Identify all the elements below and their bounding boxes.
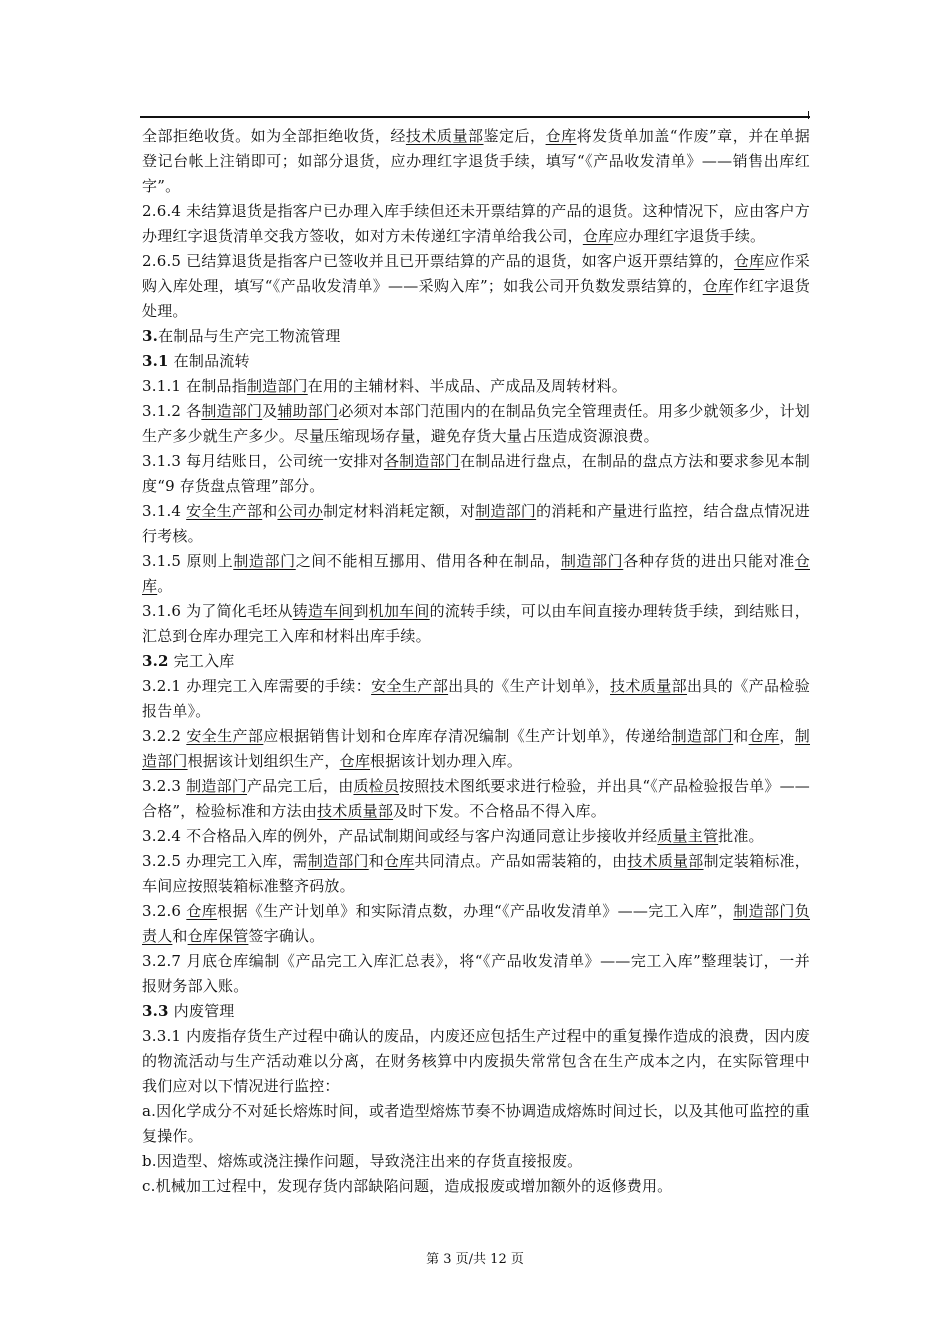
paragraph-2-6-3-cont: 全部拒绝收货。如为全部拒绝收货，经技术质量部鉴定后，仓库将发货单加盖“作废”章，并在单据登记台帐上注销即可；如部分退货，应办理红字退货手续，填写“《产品收发清单》——销售出库红字”。 xyxy=(142,127,810,195)
link-term: 技术质量部 xyxy=(317,802,394,820)
link-term: 仓库 xyxy=(733,252,765,270)
link-term: 制造部门 xyxy=(186,777,247,795)
link-term: 各制造部门 xyxy=(383,452,461,470)
paragraph-3-1-4: 3.1.4 安全生产部和公司办制定材料消耗定额，对制造部门的消耗和产量进行监控，结合盘点情况进行考核。 xyxy=(142,502,810,545)
header-rule-tick xyxy=(808,111,809,119)
link-term: 制造部门 xyxy=(307,852,369,870)
paragraph-3-2-3: 3.2.3 制造部门产品完工后，由质检员按照技术图纸要求进行检验，并出具“《产品检验报告单》——合格”，检验标准和方法由技术质量部及时下发。不合格品不得入库。 xyxy=(142,777,810,820)
link-term: 辅助部门 xyxy=(277,402,339,420)
paragraph-3-2-7: 3.2.7 月底仓库编制《产品完工入库汇总表》，将“《产品收发清单》——完工入库”整理装订，一并报财务部入账。 xyxy=(142,952,810,995)
paragraph-3-1-1: 3.1.1 在制品指制造部门在用的主辅材料、半成品、产成品及周转材料。 xyxy=(142,377,627,395)
list-item-b: b.因造型、熔炼或浇注操作问题，导致浇注出来的存货直接报废。 xyxy=(142,1152,583,1170)
page-number: 第 3 页/共 12 页 xyxy=(426,1252,524,1267)
paragraph-2-6-4: 2.6.4 未结算退货是指客户已办理入库手续但还未开票结算的产品的退货。这种情况下，应由客户方办理红字退货清单交我方签收，如对方未传递红字清单给我公司，仓库应办理红字退货手续。 xyxy=(142,202,810,245)
link-term: 安全生产部 xyxy=(186,502,263,520)
paragraph-3-1-2: 3.1.2 各制造部门及辅助部门必须对本部门范围内的在制品负完全管理责任。用多少就领多少，计划生产多少就生产多少。尽量压缩现场存量，避免存货大量占压造成资源浪费。 xyxy=(142,402,810,445)
heading-3-1: 3.1 在制品流转 xyxy=(142,352,250,370)
link-term: 仓库 xyxy=(545,127,577,145)
paragraph-3-2-6: 3.2.6 仓库根据《生产计划单》和实际清点数，办理“《产品收发清单》——完工入库”，制造部门负责人和仓库保管签字确认。 xyxy=(142,902,810,945)
link-term: 安全生产部 xyxy=(186,727,264,745)
paragraph-3-2-5: 3.2.5 办理完工入库，需制造部门和仓库共同清点。产品如需装箱的，由技术质量部制定装箱标准，车间应按照装箱标准整齐码放。 xyxy=(142,852,810,895)
paragraph-3-1-5: 3.1.5 原则上制造部门之间不能相互挪用、借用各种在制品，制造部门各种存货的进出只能对准仓库。 xyxy=(142,552,810,595)
link-term: 制造部门 xyxy=(201,402,263,420)
link-term: 技术质量部 xyxy=(405,127,484,145)
paragraph-3-1-3: 3.1.3 每月结账日，公司统一安排对各制造部门在制品进行盘点，在制品的盘点方法和要求参见本制度“9 存货盘点管理”部分。 xyxy=(142,452,810,495)
link-term: 制造部门 xyxy=(475,502,537,520)
link-term: 制造部门 xyxy=(233,552,296,570)
list-item-c: c.机械加工过程中，发现存货内部缺陷问题，造成报废或增加额外的返修费用。 xyxy=(142,1177,673,1195)
document-body xyxy=(142,124,810,1199)
link-term: 制造部门 xyxy=(246,377,308,395)
link-term: 铸造车间 xyxy=(292,602,354,620)
link-term: 仓库 xyxy=(582,227,614,245)
header-rule xyxy=(140,116,810,118)
paragraph-3-3-1: 3.3.1 内废指存货生产过程中确认的废品，内废还应包括生产过程中的重复操作造成的浪费，因内废的物流活动与生产活动难以分离，在财务核算中内废损失常常包含在生产成本之内，在实际管理中我们应对以下情况进行监控： xyxy=(142,1027,810,1095)
heading-3-3: 3.3 内废管理 xyxy=(142,1002,235,1020)
link-term: 仓库保管 xyxy=(187,927,249,945)
link-term: 仓库 xyxy=(142,552,810,595)
heading-3-2: 3.2 完工入库 xyxy=(142,652,235,670)
link-term: 公司办 xyxy=(277,502,324,520)
link-term: 仓库 xyxy=(339,752,371,770)
link-term: 仓库 xyxy=(702,277,734,295)
paragraph-3-2-4: 3.2.4 不合格品入库的例外，产品试制期间或经与客户沟通同意让步接收并经质量主管批准。 xyxy=(142,827,764,845)
link-term: 质检员 xyxy=(353,777,400,795)
link-term: 制造部门 xyxy=(142,727,810,770)
link-term: 技术质量部 xyxy=(627,852,704,870)
link-term: 制造部门负责人 xyxy=(142,902,810,945)
link-term: 制造部门 xyxy=(560,552,624,570)
link-term: 技术质量部 xyxy=(610,677,687,695)
link-term: 仓库 xyxy=(383,852,415,870)
heading-3: 3.在制品与生产完工物流管理 xyxy=(142,327,341,345)
paragraph-3-1-6: 3.1.6 为了简化毛坯从铸造车间到机加车间的流转手续，可以由车间直接办理转货手续，到结账日，汇总到仓库办理完工入库和材料出库手续。 xyxy=(142,602,810,645)
link-term: 仓库 xyxy=(186,902,218,920)
link-term: 制造部门 xyxy=(671,727,734,745)
link-term: 质量主管 xyxy=(657,827,719,845)
link-term: 安全生产部 xyxy=(371,677,449,695)
paragraph-3-2-2: 3.2.2 安全生产部应根据销售计划和仓库库存清况编制《生产计划单》，传递给制造部门和仓库，制造部门根据该计划组织生产，仓库根据该计划办理入库。 xyxy=(142,727,810,770)
link-term: 机加车间 xyxy=(368,602,430,620)
paragraph-2-6-5: 2.6.5 已结算退货是指客户已签收并且已开票结算的产品的退货，如客户返开票结算的，仓库应作采购入库处理，填写“《产品收发清单》——采购入库”；如我公司开负数发票结算的，仓库作红字退货处理。 xyxy=(142,252,810,320)
list-item-a: a.因化学成分不对延长熔炼时间，或者造型熔炼节奏不协调造成熔炼时间过长，以及其他可监控的重复操作。 xyxy=(142,1102,810,1145)
link-term: 仓库 xyxy=(748,727,780,745)
paragraph-3-2-1: 3.2.1 办理完工入库需要的手续：安全生产部出具的《生产计划单》，技术质量部出具的《产品检验报告单》。 xyxy=(142,677,810,720)
